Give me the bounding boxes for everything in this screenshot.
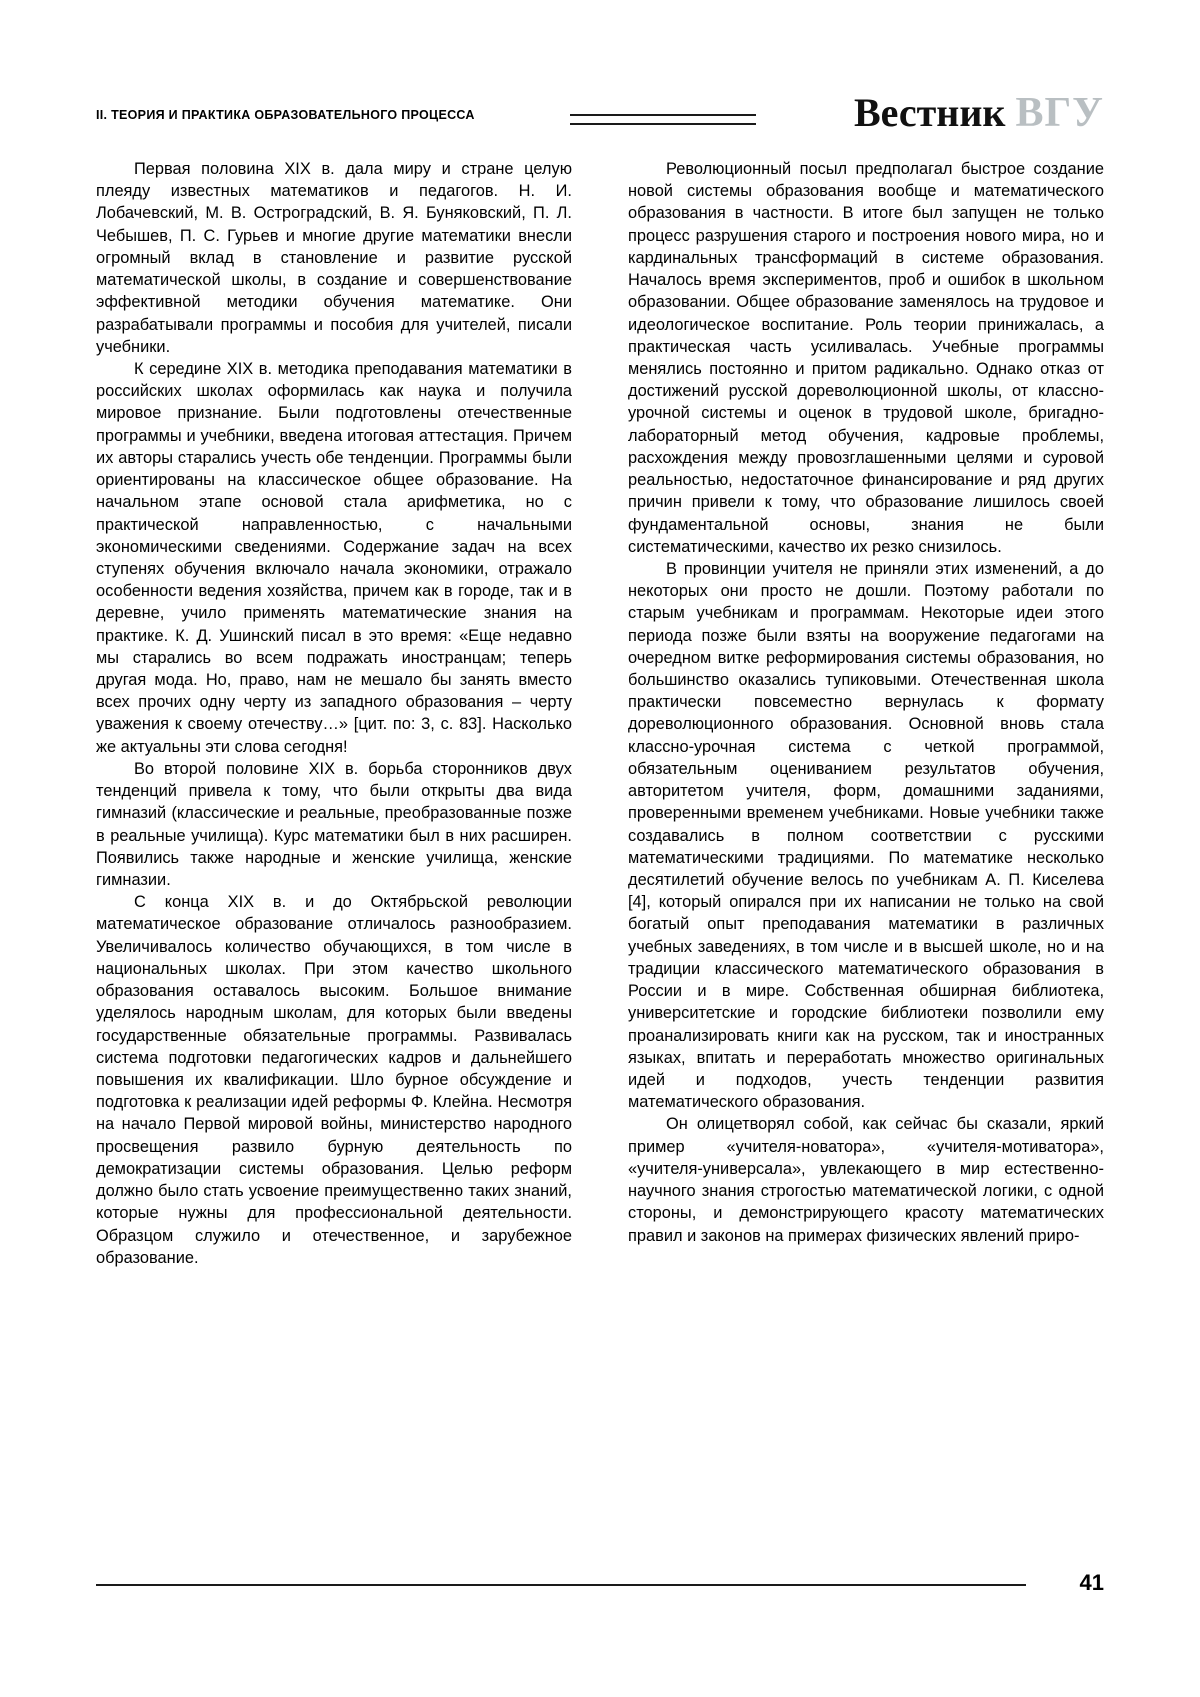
page-footer (96, 1570, 1104, 1610)
column-right (628, 158, 1104, 1538)
brand-name: Вестник (853, 90, 1006, 135)
paragraph: Во второй половине XIX в. борьба сторонников двух тенденций привела к тому, что были открыты два вида гимназий (классические и реальные, преобразованные позже в реальные училища). Курс математики был в них расширен. Появились также народные и женские училища, женские гимназии. (96, 759, 572, 889)
paragraph: С конца XIX в. и до Октябрьской революции математическое образование отличалось разнообразием. Увеличивалось количество обучающихся, в том числе в национальных школах. При этом качество школьного образования оставалось высоким. Большое внимание уделялось народным школам, для которых были введены государственные обязательные программы. Развивалась система подготовки педагогических кадров и дальнейшего повышения их квалификации. Шло бурное обсуждение и подготовка к реализации идей реформы Ф. Клейна. Несмотря на начало Первой мировой войны, министерство народного просвещения развило бурную деятельность по демократизации системы образования. Целью реформ должно было стать усвоение преимущественно таких знаний, которые нужны для профессиональной деятельности. Образцом служило и отечественное, и зарубежное образование. (96, 893, 572, 1267)
paragraph: Первая половина XIX в. дала миру и стране целую плеяду известных математиков и педагогов. Н. И. Лобачевский, М. В. Остроградский, В. Я. Буняковский, П. Л. Чебышев, П. С. Гурьев и многие другие математики внесли огромный вклад в становление и развитие русской математической школы, в создание и совершенствование эффективной методики обучения математике. Они разрабатывали программы и пособия для учителей, писали учебники. (96, 160, 572, 356)
paragraph: Он олицетворял собой, как сейчас бы сказали, яркий пример «учителя-новатора», «учителя-мотиватора», «учителя-универсала», увлекающего в мир естественно-научного знания строгостью математической логики, с одной стороны, и демонстрирующего красоту математических правил и законов на примерах физических явлений приро- (628, 1115, 1104, 1245)
page-number: 41 (1079, 1570, 1104, 1595)
column-left (96, 158, 572, 1538)
journal-brand (854, 92, 1104, 134)
section-title: II. ТЕОРИЯ И ПРАКТИКА ОБРАЗОВАТЕЛЬНОГО ПРОЦЕССА (96, 108, 475, 122)
brand-abbreviation: ВГУ (1015, 90, 1104, 136)
paragraph: Революционный посыл предполагал быстрое создание новой системы образования вообще и математического образования в частности. В итоге был запущен не только процесс разрушения старого и построения нового мира, но и кардинальных трансформаций в системе образования. Началось время экспериментов, проб и ошибок в школьном образовании. Общее образование заменялось на трудовое и идеологическое воспитание. Роль теории принижалась, а практическая часть усиливалась. Учебные программы менялись постоянно и притом радикально. Однако отказ от достижений русской дореволюционной школы, от классно-урочной системы и оценок в трудовой школе, бригадно-лабораторный метод обучения, кадровые проблемы, расхождения между провозглашенными целями и суровой реальностью, недостаточное финансирование и ряд других причин привели к тому, что образование лишилось своей фундаментальной основы, знания не были систематическими, качество их резко снизилось. (628, 160, 1104, 556)
paragraph: К середине XIX в. методика преподавания математики в российских школах оформилась как наука и получила мировое признание. Были подготовлены отечественные программы и учебники, введена итоговая аттестация. Причем их авторы старались учесть обе тенденции. Программы были ориентированы на классическое общее образование. На начальном этапе основой стала арифметика, но с практической направленностью, с начальными экономическими сведениями. Содержание задач на всех ступенях обучения включало начала экономики, отражало особенности ведения хозяйства, причем как в городе, так и в деревне, учило применять математические знания на практике. К. Д. Ушинский писал в это время: «Еще недавно мы старались во всем подражать иностранцам; теперь другая мода. Но, право, нам не мешало бы занять вместо всех прочих одну черту из западного образования – черту уважения к своему отечеству…» [цит. по: 3, с. 83]. Насколько же актуальны эти слова сегодня! (96, 359, 572, 756)
article-body (96, 158, 1104, 1538)
paragraph: В провинции учителя не приняли этих изменений, а до некоторых они просто не дошли. Поэтому работали по старым учебникам и программам. Некоторые идеи этого периода позже были взяты на вооружение педагогами на очередном витке реформирования системы образования, но большинство оказались тупиковыми. Отечественная школа практически повсеместно вернулась к формату дореволюционного образования. Основной вновь стала классно-урочная система с четкой программой, обязательным оцениванием результатов обучения, авторитетом учителя, форм, домашними заданиями, проверенными временем учебниками. Новые учебники также создавались в полном соответствии с русскими математическими традициями. По математике несколько десятилетий обучение велось по учебникам А. П. Киселева [4], который опирался при их написании не только на свой богатый опыт преподавания математики в различных учебных заведениях, в том числе и в высшей школе, но и на традиции классического математического образования в России и в мире. Собственная обширная библиотека, университетские и городские библиотеки позволили ему проанализировать книги как на русском, так и иностранных языках, впитать и переработать множество оригинальных идей и подходов, учесть тенденции развития математического образования. (628, 559, 1104, 1112)
footer-rule (96, 1584, 1026, 1586)
page-header (96, 90, 1104, 140)
header-double-rule (570, 114, 756, 125)
